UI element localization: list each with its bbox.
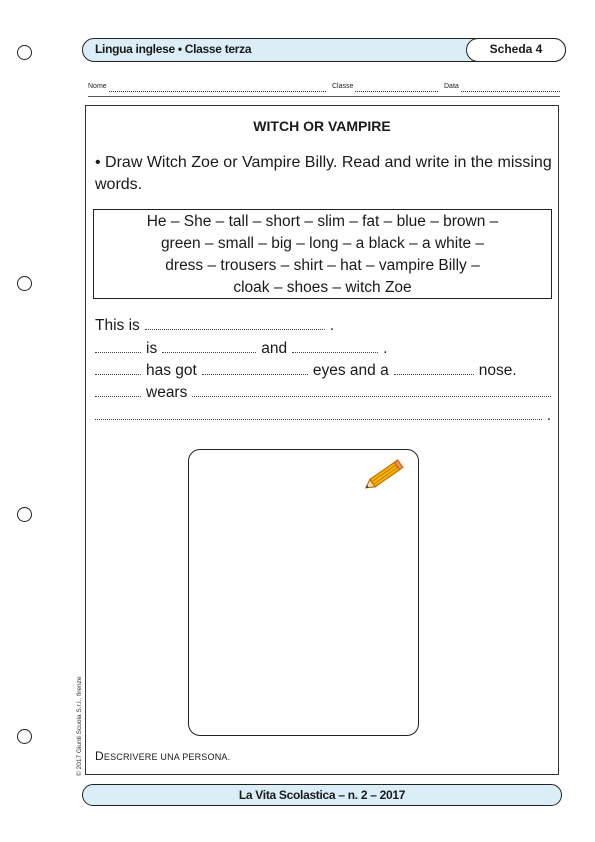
footer-text: La Vita Scolastica – n. 2 – 2017 — [238, 788, 406, 802]
caption-text: DESCRIVERE UNA PERSONA. — [95, 749, 231, 763]
exercise-line-1: This is . — [95, 317, 335, 334]
word-bank-line-2: green – small – big – long – a black – a white – — [160, 235, 485, 252]
binder-hole-2 — [17, 276, 32, 291]
word-bank-line-1: He – She – tall – short – slim – fat – blue – brown – — [146, 213, 499, 230]
exercise-line-5: . — [95, 406, 551, 426]
exercise-text: has got — [146, 362, 197, 379]
word-bank-line-4: cloak – shoes – witch Zoe — [233, 279, 412, 296]
name-label: Nome — [88, 83, 107, 90]
blank-field[interactable] — [95, 340, 141, 353]
exercise-text: This is — [95, 317, 140, 334]
exercise-line-2: is and . — [95, 339, 551, 359]
exercise-text: is — [146, 340, 158, 357]
word-bank-line-3: dress – trousers – shirt – hat – vampire Billy – — [165, 257, 480, 274]
binder-hole-1 — [17, 45, 32, 60]
scheda-label: Scheda 4 — [489, 42, 543, 56]
class-label: Classe — [332, 83, 354, 90]
date-field[interactable] — [444, 82, 560, 92]
header-title: Lingua inglese • Classe terza — [95, 42, 252, 56]
worksheet-title: WITCH OR VAMPIRE — [253, 118, 391, 134]
blank-field[interactable] — [95, 384, 141, 397]
exercise-line-3 — [95, 361, 551, 381]
class-field[interactable] — [332, 82, 438, 92]
exercise-text: nose. — [478, 362, 517, 379]
instruction-text: • Draw Witch Zoe or Vampire Billy. Read and write in the missing words. — [95, 154, 552, 193]
name-field[interactable] — [88, 82, 326, 92]
header-rule — [88, 96, 560, 97]
copyright-text: © 2017 Giunti Scuola S.r.l., firenze — [76, 676, 83, 776]
blank-field[interactable] — [192, 384, 551, 397]
exercise-text: eyes and a — [312, 362, 389, 379]
exercise-text: and — [261, 340, 288, 357]
binder-hole-4 — [17, 729, 32, 744]
exercise-text: wears — [146, 384, 188, 401]
blank-field[interactable] — [145, 317, 325, 330]
binder-hole-3 — [17, 507, 32, 522]
blank-field[interactable] — [95, 407, 542, 420]
date-label: Data — [444, 83, 459, 90]
blank-field[interactable] — [202, 362, 308, 375]
exercise-line-4 — [95, 383, 551, 403]
blank-field[interactable] — [162, 340, 256, 353]
blank-field[interactable] — [292, 340, 378, 353]
blank-field[interactable] — [394, 362, 474, 375]
blank-field[interactable] — [95, 362, 141, 375]
student-fields — [88, 82, 560, 94]
pencil-icon — [360, 455, 410, 495]
